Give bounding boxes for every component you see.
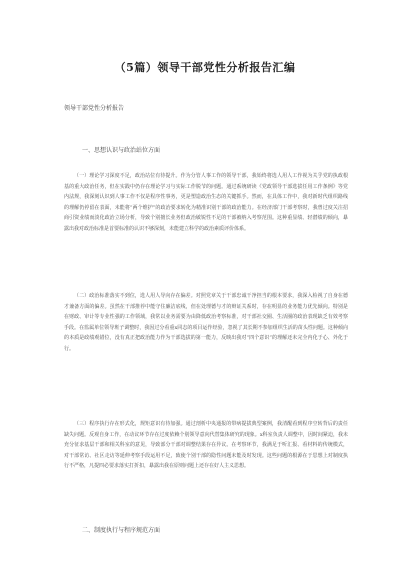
paragraph-3: （三）程序执行存在形式化，规矩意识有待加强。通过剖析中央通报的带病提拔典型案例，我清醒看到程序空转背后的责任缺失问题。反观自身工作，在动议环节存在过度依赖个别领导意向代替集体研究的现象。x科室负责人调整中，因时间紧迫，我未充分征求基层干部和相关科室的意见，导致部分干部对调整结果存在异议。在考察环节，我满足于听汇报、看材料的传统模式，对干部常访、社区走访等延伸考察手段运用不足，致使个别干部的隐性问题未能及时发现。这些问题的根源在于思想上对制度执行不严格，凡提四必要求落实打折扣，暴露出我在原则问题上还存在好人主义思想。: [64, 421, 348, 469]
section-heading-1: 一、思想认识与政治站位方面: [82, 147, 161, 154]
document-subtitle: 领导干部党性分析报告: [64, 105, 125, 112]
section-heading-2: 二、制度执行与程序规范方面: [82, 527, 161, 534]
document-title: （5篇）领导干部党性分析报告汇编: [114, 61, 296, 74]
paragraph-2: （二）政治标准落实不到位，选人用人导向存在偏差。对照党章关于干部忠诚干净担当的根本要求，我深入检视了自身在德才兼备方面的偏差。虽然在干部推荐中能守住廉洁底线，但在处理德与才的辩证关系时，存在明显的业务能力优先倾向。特别是在财政、审计等专业性强的工作领域，我常以业务需要为由降低政治考察标准，对干部社交圈、生活圈的政治表现缺乏有效考察手段。在监属单位领导班子调整时，我因过分看重x同志的项目运作经验，忽视了其长期不参加组织生活的苗头性问题。这种倾向的本质是政绩观错位，没有真正把政治能力作为干部选拔的第一能力，反映出我对“四个意识”的理解还未完全内化于心、外化于行。: [64, 293, 348, 352]
paragraph-1: （一）理论学习深度不足，政治站位有待提升。作为分管人事工作的领导干部，我始终将选人用人工作视为关乎党的执政根基的重大政治任务，但在实践中仍存在理论学习与实际工作脱节的问题。通过系统研读《党政领导干部选拔任用工作条例》等党内法规，我深刻认识到人事工作不仅是程序性事务，更是塑造政治生态的关键抓手。然而，在具体工作中，我对新时代组织路线的理解仍停留在表面，未能将“两个维护”的政治要求转化为精准识别干部的政治能力。在经济部门干部考察时，我曾过度关注招商引资业绩而淡化政治立场分析，导致个别擅长业务但政治敏锐性不足的干部被纳入考察范围。这种重显绩、轻潜绩的倾向，暴露出我对政治标准是首要标准的认识不够深刻，未能建立科学的政治素质评价体系。: [64, 173, 348, 232]
